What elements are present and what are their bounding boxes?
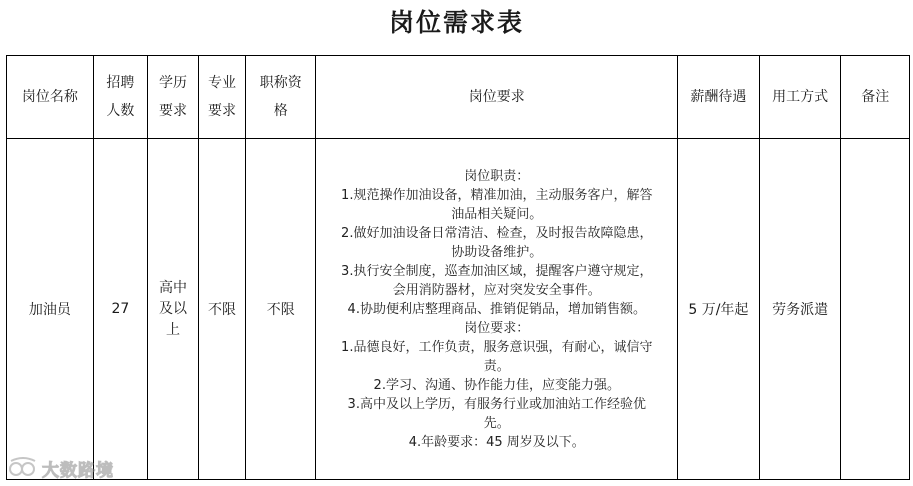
cell-title-qualification: 不限 [245,139,315,480]
requirement-line: 责。 [483,358,510,374]
header-education: 学历 要求 [147,56,198,139]
requirement-line: 4.协助便利店整理商品、推销促销品，增加销售额。 [347,301,646,317]
watermark [8,456,114,480]
requirement-line: 3.执行安全制度，巡查加油区域，提醒客户遵守规定， [341,263,653,279]
requirement-line: 2.做好加油设备日常清洁、检查，及时报告故障隐患， [341,225,653,241]
job-requirements-table [6,55,910,480]
cell-major: 不限 [199,139,246,480]
requirement-line: 4.年龄要求：45 周岁及以下。 [408,434,585,450]
header-row [7,56,910,139]
cell-education: 高中 及以 上 [147,139,198,480]
header-employment-type: 用工方式 [759,56,841,139]
header-major: 专业 要求 [199,56,246,139]
requirement-line: 3.高中及以上学历，有服务行业或加油站工作经验优 [347,396,646,412]
requirement-line: 岗位职责： [464,168,530,184]
cell-salary: 5 万/年起 [678,139,760,480]
header-recruit-count: 招聘 人数 [93,56,147,139]
requirement-line: 会用消防器材，应对突发安全事件。 [392,282,601,298]
cell-requirements [316,139,678,480]
header-title-qualification: 职称资 格 [245,56,315,139]
header-position-name: 岗位名称 [7,56,94,139]
watermark-text: 大数路境 [42,460,114,481]
cell-employment-type: 劳务派遣 [759,139,841,480]
table-row [7,139,910,480]
requirement-line: 先。 [483,415,510,431]
requirement-line: 2.学习、沟通、协作能力佳，应变能力强。 [373,377,620,393]
logo-mark-icon [8,457,38,479]
header-requirements: 岗位要求 [316,56,678,139]
requirement-line: 岗位要求： [464,320,530,336]
requirement-line: 协助设备维护。 [451,244,543,260]
cell-recruit-count: 27 [93,139,147,480]
cell-position-name: 加油员 [7,139,94,480]
requirement-line: 1.规范操作加油设备，精准加油，主动服务客户，解答 [341,187,653,203]
header-salary: 薪酬待遇 [678,56,760,139]
header-remarks: 备注 [841,56,910,139]
page-title: 岗位需求表 [388,8,524,37]
cell-remarks [841,139,910,480]
requirement-line: 1.品德良好，工作负责，服务意识强，有耐心，诚信守 [341,339,653,355]
requirement-line: 油品相关疑问。 [451,206,543,222]
